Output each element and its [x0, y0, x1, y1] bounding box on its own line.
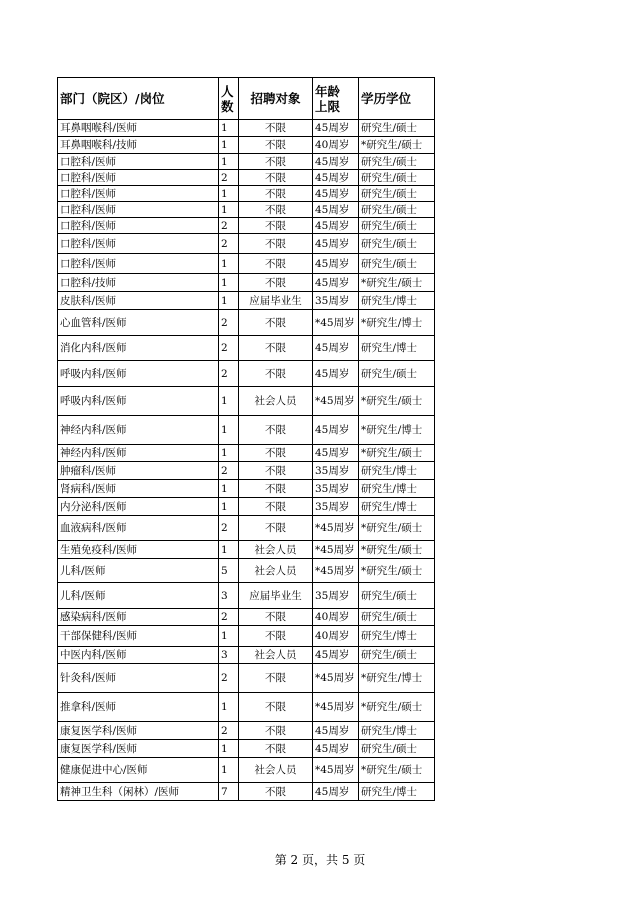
cell-recruit-target: 不限 — [239, 516, 313, 541]
cell-degree: 研究生/硕士 — [359, 154, 435, 170]
cell-degree: *研究生/硕士 — [359, 559, 435, 583]
cell-department-position: 肾病科/医师 — [58, 480, 219, 498]
cell-recruit-target: 社会人员 — [239, 758, 313, 783]
cell-recruit-target: 不限 — [239, 234, 313, 254]
cell-count: 1 — [219, 186, 239, 202]
cell-degree: 研究生/硕士 — [359, 740, 435, 758]
cell-recruit-target: 社会人员 — [239, 559, 313, 583]
cell-department-position: 皮肤科/医师 — [58, 292, 219, 310]
table-row — [58, 498, 435, 516]
cell-degree: 研究生/博士 — [359, 292, 435, 310]
cell-department-position: 感染病科/医师 — [58, 609, 219, 626]
cell-degree: 研究生/博士 — [359, 462, 435, 480]
cell-count: 2 — [219, 234, 239, 254]
cell-department-position: 神经内科/医师 — [58, 445, 219, 462]
cell-degree: *研究生/硕士 — [359, 274, 435, 292]
cell-degree: *研究生/博士 — [359, 310, 435, 336]
cell-count: 1 — [219, 120, 239, 137]
cell-degree: 研究生/博士 — [359, 626, 435, 647]
cell-count: 2 — [219, 462, 239, 480]
cell-count: 1 — [219, 541, 239, 559]
header-recruit-target: 招聘对象 — [239, 78, 313, 120]
cell-department-position: 呼吸内科/医师 — [58, 387, 219, 416]
cell-department-position: 神经内科/医师 — [58, 416, 219, 445]
cell-age-limit: 35周岁 — [313, 583, 359, 609]
cell-recruit-target: 不限 — [239, 361, 313, 387]
cell-count: 1 — [219, 740, 239, 758]
cell-age-limit: 45周岁 — [313, 740, 359, 758]
cell-degree: *研究生/硕士 — [359, 541, 435, 559]
cell-department-position: 中医内科/医师 — [58, 647, 219, 664]
cell-degree: 研究生/博士 — [359, 783, 435, 801]
cell-degree: 研究生/硕士 — [359, 647, 435, 664]
cell-count: 1 — [219, 254, 239, 274]
cell-count: 1 — [219, 498, 239, 516]
cell-recruit-target: 应届毕业生 — [239, 583, 313, 609]
table-row — [58, 740, 435, 758]
cell-count: 2 — [219, 722, 239, 740]
table-row — [58, 137, 435, 154]
cell-recruit-target: 社会人员 — [239, 541, 313, 559]
cell-recruit-target: 不限 — [239, 783, 313, 801]
cell-department-position: 血液病科/医师 — [58, 516, 219, 541]
cell-count: 1 — [219, 480, 239, 498]
cell-age-limit: 45周岁 — [313, 361, 359, 387]
cell-department-position: 针灸科/医师 — [58, 664, 219, 693]
cell-recruit-target: 不限 — [239, 170, 313, 186]
cell-department-position: 口腔科/医师 — [58, 218, 219, 234]
cell-department-position: 干部保健科/医师 — [58, 626, 219, 647]
cell-age-limit: *45周岁 — [313, 387, 359, 416]
cell-age-limit: *45周岁 — [313, 559, 359, 583]
cell-department-position: 推拿科/医师 — [58, 693, 219, 722]
table-row — [58, 292, 435, 310]
cell-degree: *研究生/硕士 — [359, 387, 435, 416]
cell-recruit-target: 应届毕业生 — [239, 292, 313, 310]
cell-degree: 研究生/硕士 — [359, 361, 435, 387]
cell-count: 2 — [219, 310, 239, 336]
table-row — [58, 541, 435, 559]
cell-age-limit: *45周岁 — [313, 541, 359, 559]
cell-age-limit: *45周岁 — [313, 758, 359, 783]
cell-recruit-target: 不限 — [239, 722, 313, 740]
cell-count: 2 — [219, 218, 239, 234]
cell-age-limit: 45周岁 — [313, 336, 359, 361]
cell-count: 5 — [219, 559, 239, 583]
cell-degree: *研究生/硕士 — [359, 516, 435, 541]
cell-department-position: 内分泌科/医师 — [58, 498, 219, 516]
cell-degree: 研究生/硕士 — [359, 186, 435, 202]
table-row — [58, 218, 435, 234]
cell-recruit-target: 不限 — [239, 137, 313, 154]
table-row — [58, 234, 435, 254]
cell-department-position: 健康促进中心/医师 — [58, 758, 219, 783]
cell-recruit-target: 社会人员 — [239, 387, 313, 416]
cell-count: 7 — [219, 783, 239, 801]
table-row — [58, 583, 435, 609]
cell-age-limit: *45周岁 — [313, 664, 359, 693]
cell-recruit-target: 不限 — [239, 218, 313, 234]
cell-recruit-target: 不限 — [239, 186, 313, 202]
table-row — [58, 783, 435, 801]
cell-degree: 研究生/博士 — [359, 498, 435, 516]
cell-recruit-target: 不限 — [239, 154, 313, 170]
cell-recruit-target: 不限 — [239, 310, 313, 336]
table-row — [58, 154, 435, 170]
table-row — [58, 170, 435, 186]
table-row — [58, 462, 435, 480]
table-row — [58, 336, 435, 361]
cell-degree: 研究生/硕士 — [359, 218, 435, 234]
table-row — [58, 120, 435, 137]
table-row — [58, 445, 435, 462]
cell-department-position: 口腔科/医师 — [58, 234, 219, 254]
cell-recruit-target: 不限 — [239, 626, 313, 647]
cell-department-position: 康复医学科/医师 — [58, 740, 219, 758]
cell-count: 2 — [219, 336, 239, 361]
cell-department-position: 口腔科/医师 — [58, 186, 219, 202]
header-age-limit: 年龄 上限 — [313, 78, 359, 120]
cell-age-limit: 35周岁 — [313, 498, 359, 516]
cell-degree: 研究生/硕士 — [359, 254, 435, 274]
cell-count: 1 — [219, 626, 239, 647]
cell-count: 1 — [219, 202, 239, 218]
cell-degree: 研究生/硕士 — [359, 120, 435, 137]
table-row — [58, 647, 435, 664]
cell-degree: *研究生/硕士 — [359, 137, 435, 154]
cell-count: 2 — [219, 361, 239, 387]
table-row — [58, 722, 435, 740]
table-row — [58, 516, 435, 541]
table-header-row — [58, 78, 435, 120]
cell-count: 2 — [219, 170, 239, 186]
cell-recruit-target: 不限 — [239, 202, 313, 218]
cell-count: 1 — [219, 693, 239, 722]
cell-degree: 研究生/硕士 — [359, 583, 435, 609]
cell-age-limit: *45周岁 — [313, 693, 359, 722]
cell-degree: 研究生/硕士 — [359, 170, 435, 186]
cell-count: 2 — [219, 609, 239, 626]
cell-age-limit: 35周岁 — [313, 292, 359, 310]
cell-recruit-target: 社会人员 — [239, 647, 313, 664]
cell-degree: *研究生/博士 — [359, 664, 435, 693]
table-row — [58, 626, 435, 647]
cell-age-limit: 45周岁 — [313, 234, 359, 254]
cell-degree: *研究生/硕士 — [359, 445, 435, 462]
cell-count: 2 — [219, 664, 239, 693]
cell-age-limit: 40周岁 — [313, 609, 359, 626]
cell-age-limit: 45周岁 — [313, 783, 359, 801]
cell-count: 3 — [219, 647, 239, 664]
cell-department-position: 心血管科/医师 — [58, 310, 219, 336]
cell-degree: *研究生/硕士 — [359, 693, 435, 722]
cell-age-limit: 45周岁 — [313, 186, 359, 202]
header-count: 人 数 — [219, 78, 239, 120]
table-row — [58, 693, 435, 722]
cell-recruit-target: 不限 — [239, 416, 313, 445]
cell-count: 3 — [219, 583, 239, 609]
cell-degree: 研究生/博士 — [359, 722, 435, 740]
cell-department-position: 口腔科/医师 — [58, 170, 219, 186]
cell-age-limit: 45周岁 — [313, 154, 359, 170]
table-body — [58, 120, 435, 801]
page-footer: 第 2 页，共 5 页 — [274, 853, 366, 867]
cell-age-limit: 45周岁 — [313, 254, 359, 274]
cell-department-position: 口腔科/医师 — [58, 154, 219, 170]
cell-degree: 研究生/博士 — [359, 480, 435, 498]
cell-department-position: 口腔科/医师 — [58, 202, 219, 218]
cell-count: 1 — [219, 445, 239, 462]
cell-count: 1 — [219, 387, 239, 416]
table-row — [58, 274, 435, 292]
cell-age-limit: 35周岁 — [313, 462, 359, 480]
recruitment-table — [57, 77, 435, 801]
cell-department-position: 呼吸内科/医师 — [58, 361, 219, 387]
cell-department-position: 儿科/医师 — [58, 559, 219, 583]
cell-recruit-target: 不限 — [239, 445, 313, 462]
table-row — [58, 254, 435, 274]
cell-age-limit: 45周岁 — [313, 722, 359, 740]
cell-age-limit: *45周岁 — [313, 310, 359, 336]
table-row — [58, 387, 435, 416]
cell-department-position: 儿科/医师 — [58, 583, 219, 609]
table-row — [58, 186, 435, 202]
cell-age-limit: 45周岁 — [313, 120, 359, 137]
table-row — [58, 559, 435, 583]
table-row — [58, 664, 435, 693]
cell-age-limit: 45周岁 — [313, 647, 359, 664]
cell-department-position: 肿瘤科/医师 — [58, 462, 219, 480]
cell-degree: 研究生/硕士 — [359, 609, 435, 626]
table-row — [58, 480, 435, 498]
cell-age-limit: 45周岁 — [313, 274, 359, 292]
cell-recruit-target: 不限 — [239, 480, 313, 498]
cell-degree: 研究生/硕士 — [359, 202, 435, 218]
cell-recruit-target: 不限 — [239, 740, 313, 758]
cell-department-position: 口腔科/医师 — [58, 254, 219, 274]
cell-age-limit: 45周岁 — [313, 416, 359, 445]
cell-count: 2 — [219, 516, 239, 541]
cell-age-limit: *45周岁 — [313, 516, 359, 541]
table-row — [58, 310, 435, 336]
cell-count: 1 — [219, 292, 239, 310]
cell-age-limit: 35周岁 — [313, 480, 359, 498]
table-row — [58, 609, 435, 626]
cell-recruit-target: 不限 — [239, 609, 313, 626]
cell-department-position: 耳鼻咽喉科/技师 — [58, 137, 219, 154]
cell-department-position: 口腔科/技师 — [58, 274, 219, 292]
cell-age-limit: 40周岁 — [313, 137, 359, 154]
header-department-position: 部门（院区）/岗位 — [58, 78, 219, 120]
cell-department-position: 精神卫生科（闲林）/医师 — [58, 783, 219, 801]
cell-recruit-target: 不限 — [239, 498, 313, 516]
cell-degree: 研究生/博士 — [359, 336, 435, 361]
cell-age-limit: 40周岁 — [313, 626, 359, 647]
cell-recruit-target: 不限 — [239, 120, 313, 137]
cell-count: 1 — [219, 416, 239, 445]
cell-age-limit: 45周岁 — [313, 202, 359, 218]
cell-department-position: 消化内科/医师 — [58, 336, 219, 361]
cell-recruit-target: 不限 — [239, 254, 313, 274]
cell-age-limit: 45周岁 — [313, 218, 359, 234]
cell-degree: 研究生/硕士 — [359, 234, 435, 254]
table-row — [58, 416, 435, 445]
cell-recruit-target: 不限 — [239, 274, 313, 292]
cell-recruit-target: 不限 — [239, 336, 313, 361]
cell-count: 1 — [219, 154, 239, 170]
cell-degree: *研究生/博士 — [359, 416, 435, 445]
cell-degree: *研究生/硕士 — [359, 758, 435, 783]
table-row — [58, 758, 435, 783]
table-row — [58, 361, 435, 387]
table-row — [58, 202, 435, 218]
cell-count: 1 — [219, 274, 239, 292]
cell-department-position: 生殖免疫科/医师 — [58, 541, 219, 559]
cell-recruit-target: 不限 — [239, 693, 313, 722]
cell-department-position: 耳鼻咽喉科/医师 — [58, 120, 219, 137]
cell-age-limit: 45周岁 — [313, 170, 359, 186]
cell-age-limit: 45周岁 — [313, 445, 359, 462]
cell-recruit-target: 不限 — [239, 664, 313, 693]
cell-count: 1 — [219, 137, 239, 154]
cell-recruit-target: 不限 — [239, 462, 313, 480]
cell-count: 1 — [219, 758, 239, 783]
cell-department-position: 康复医学科/医师 — [58, 722, 219, 740]
header-degree: 学历学位 — [359, 78, 435, 120]
